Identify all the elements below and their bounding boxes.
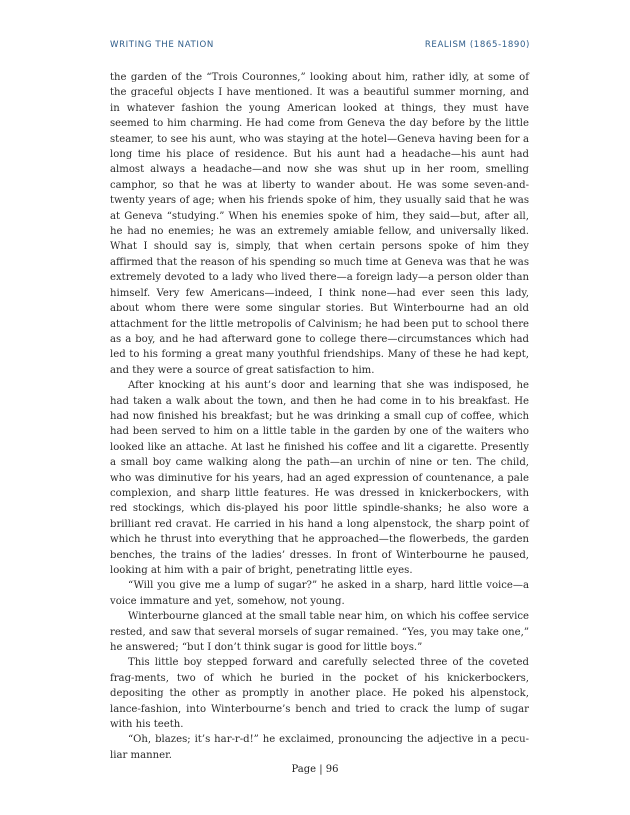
paragraph: After knocking at his aunt’s door and learning that she was indisposed, he had taken a walk about the town, and then he had come in to his breakfast. He had now finished his breakfast; but he was drinking a small cup of coffee, which had been served to him on a little table in the garden by one of the waiters who looked like an attache. At last he finished his coffee and lit a cigarette. Presently a small boy came walking along the path—an urchin of nine or ten. The child, who was diminutive for his years, had an aged expression of countenance, a pale complexion, and sharp little features. He was dressed in knickerbockers, with red stockings, which dis-played his poor little spindle-shanks; he also wore a brilliant red cravat. He carried in his hand a long alpenstock, the sharp point of which he thrust into everything that he approached—the flowerbeds, the garden benches, the trains of the ladies’ dresses. In front of Winterbourne he paused, looking at him with a pair of bright, penetrating little eyes. [110, 380, 529, 576]
running-header [110, 40, 530, 50]
body-text [110, 70, 529, 763]
paragraph: the garden of the “Trois Couronnes,” looking about him, rather idly, at some of the graceful objects I have mentioned. It was a beautiful summer morning, and in whatever fashion the young American looked at things, they must have seemed to him charming. He had come from Geneva the day before by the little steamer, to see his aunt, who was staying at the hotel—Geneva having been for a long time his place of residence. But his aunt had a headache—his aunt had almost always a headache—and now she was shut up in her room, smelling camphor, so that he was at liberty to wander about. He was some seven-and-twenty years of age; when his friends spoke of him, they usually said that he was at Geneva “studying.” When his enemies spoke of him, they said—but, after all, he had no enemies; he was an extremely amiable fellow, and universally liked. What I should say is, simply, that when certain persons spoke of him they affirmed that the reason of his spending so much time at Geneva was that he was extremely devoted to a lady who lived there—a foreign lady—a person older than himself. Very few Americans—indeed, I think none—had ever seen this lady, about whom there were some singular stories. But Winterbourne had an old attachment for the little metropolis of Calvinism; he had been put to school there as a boy, and he had afterward gone to college there—circumstances which had led to his forming a great many youthful friendships. Many of these he had kept, and they were a source of great satisfaction to him. [110, 72, 529, 376]
header-section-title: WRITING THE NATION [110, 40, 214, 50]
paragraph: This little boy stepped forward and carefully selected three of the coveted frag-ments, two of which he buried in the pocket of his knickerbockers, depositing the other as promptly in another place. He poked his alpenstock, lance-fashion, into Winterbourne’s bench and tried to crack the lump of sugar with his teeth. [110, 657, 529, 731]
paragraph: “Oh, blazes; it’s har-r-d!” he exclaimed, pronouncing the adjective in a pecu-liar manner. [110, 734, 529, 761]
paragraph: “Will you give me a lump of sugar?” he asked in a sharp, hard little voice—a voice immature and yet, somehow, not young. [110, 580, 529, 607]
page-number: Page | 96 [291, 764, 339, 775]
header-chapter-title: REALISM (1865-1890) [424, 40, 530, 50]
paragraph: Winterbourne glanced at the small table near him, on which his coffee service rested, and saw that several morsels of sugar remained. “Yes, you may take one,” he answered; “but I don’t think sugar is good for little boys.” [110, 611, 529, 654]
